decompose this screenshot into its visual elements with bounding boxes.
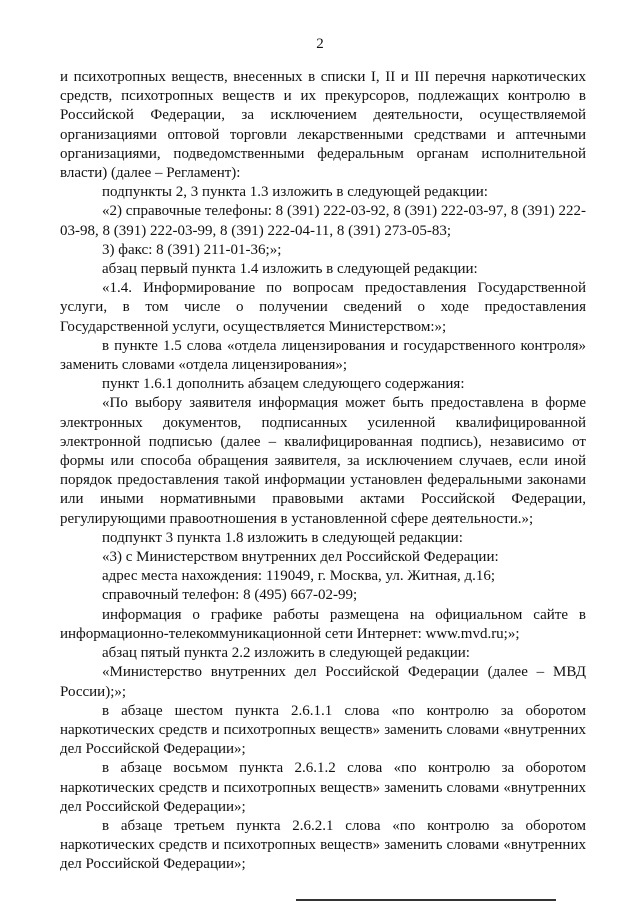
paragraph-9: «По выбору заявителя информация может быть предоставлена в форме электронных документов, подписанных усиленной квалифицированной электронной подписью (далее – квалифицированная подпись), независимо от формы или способа обращения заявителя, за исключением случаев, если иной порядок предоставления такой информации установлен федеральными законами или иными нормативными правовыми актами Российской Федерации, регулирующими правоотношения в установленной сфере деятельности.»;	[60, 395, 586, 527]
paragraph-1: и психотропных веществ, внесенных в списки I, II и III перечня наркотических средств, психотропных веществ и их прекурсоров, подлежащих контролю в Российской Федерации, за исключением деятельности, осуществляемой организациями оптовой торговли лекарственными средствами и аптечными организациями, подведомственными федеральным органам исполнительной власти) (далее – Регламент):	[60, 69, 586, 182]
paragraph-17: в абзаце шестом пункта 2.6.1.1 слова «по контролю за оборотом наркотических средств и психотропных веществ» заменить словами «внутренних дел Российской Федерации»;	[60, 702, 586, 758]
page-number: 2	[316, 36, 324, 52]
paragraph-18: в абзаце восьмом пункта 2.6.1.2 слова «по контролю за оборотом наркотических средств и психотропных веществ» заменить словами «внутренних дел Российской Федерации»;	[60, 760, 586, 815]
scan-edge-line	[296, 899, 556, 901]
paragraph-13: справочный телефон: 8 (495) 667-02-99;	[102, 587, 358, 604]
paragraph-10: подпункт 3 пункта 1.8 изложить в следующей редакции:	[102, 529, 463, 546]
paragraph-11: «3) с Министерством внутренних дел Российской Федерации:	[102, 549, 499, 566]
paragraph-5: абзац первый пункта 1.4 изложить в следующей редакции:	[102, 261, 478, 278]
paragraph-12: адрес места нахождения: 119049, г. Москва, ул. Житная, д.16;	[102, 568, 496, 585]
paragraph-7: в пункте 1.5 слова «отдела лицензирования и государственного контроля» заменить словами «отдела лицензирования»;	[60, 337, 586, 374]
paragraph-6: «1.4. Информирование по вопросам предоставления Государственной услуги, в том числе о получении сведений о ходе предоставления Государственной услуги, осуществляется Министерством:»;	[60, 280, 586, 335]
paragraph-19: в абзаце третьем пункта 2.6.2.1 слова «по контролю за оборотом наркотических средств и психотропных веществ» заменить словами «внутренних дел Российской Федерации»;	[60, 817, 586, 873]
paragraph-2: подпункты 2, 3 пункта 1.3 изложить в следующей редакции:	[102, 184, 488, 201]
paragraph-15: абзац пятый пункта 2.2 изложить в следующей редакции:	[102, 645, 470, 662]
paragraph-3: «2) справочные телефоны: 8 (391) 222-03-92, 8 (391) 222-03-97, 8 (391) 222-03-98, 8 (391) 222-03-99, 8 (391) 222-04-11, 8 (391) 273-05-83;	[60, 203, 586, 239]
paragraph-16: «Министерство внутренних дел Российской Федерации (далее – МВД России);»;	[60, 664, 586, 700]
paragraph-8: пункт 1.6.1 дополнить абзацем следующего содержания:	[102, 376, 465, 393]
paragraph-4: 3) факс: 8 (391) 211-01-36;»;	[102, 241, 282, 258]
document-body	[60, 68, 586, 875]
paragraph-14: информация о графике работы размещена на официальном сайте в информационно-телекоммуникационной сети Интернет: www.mvd.ru;»;	[60, 606, 586, 642]
